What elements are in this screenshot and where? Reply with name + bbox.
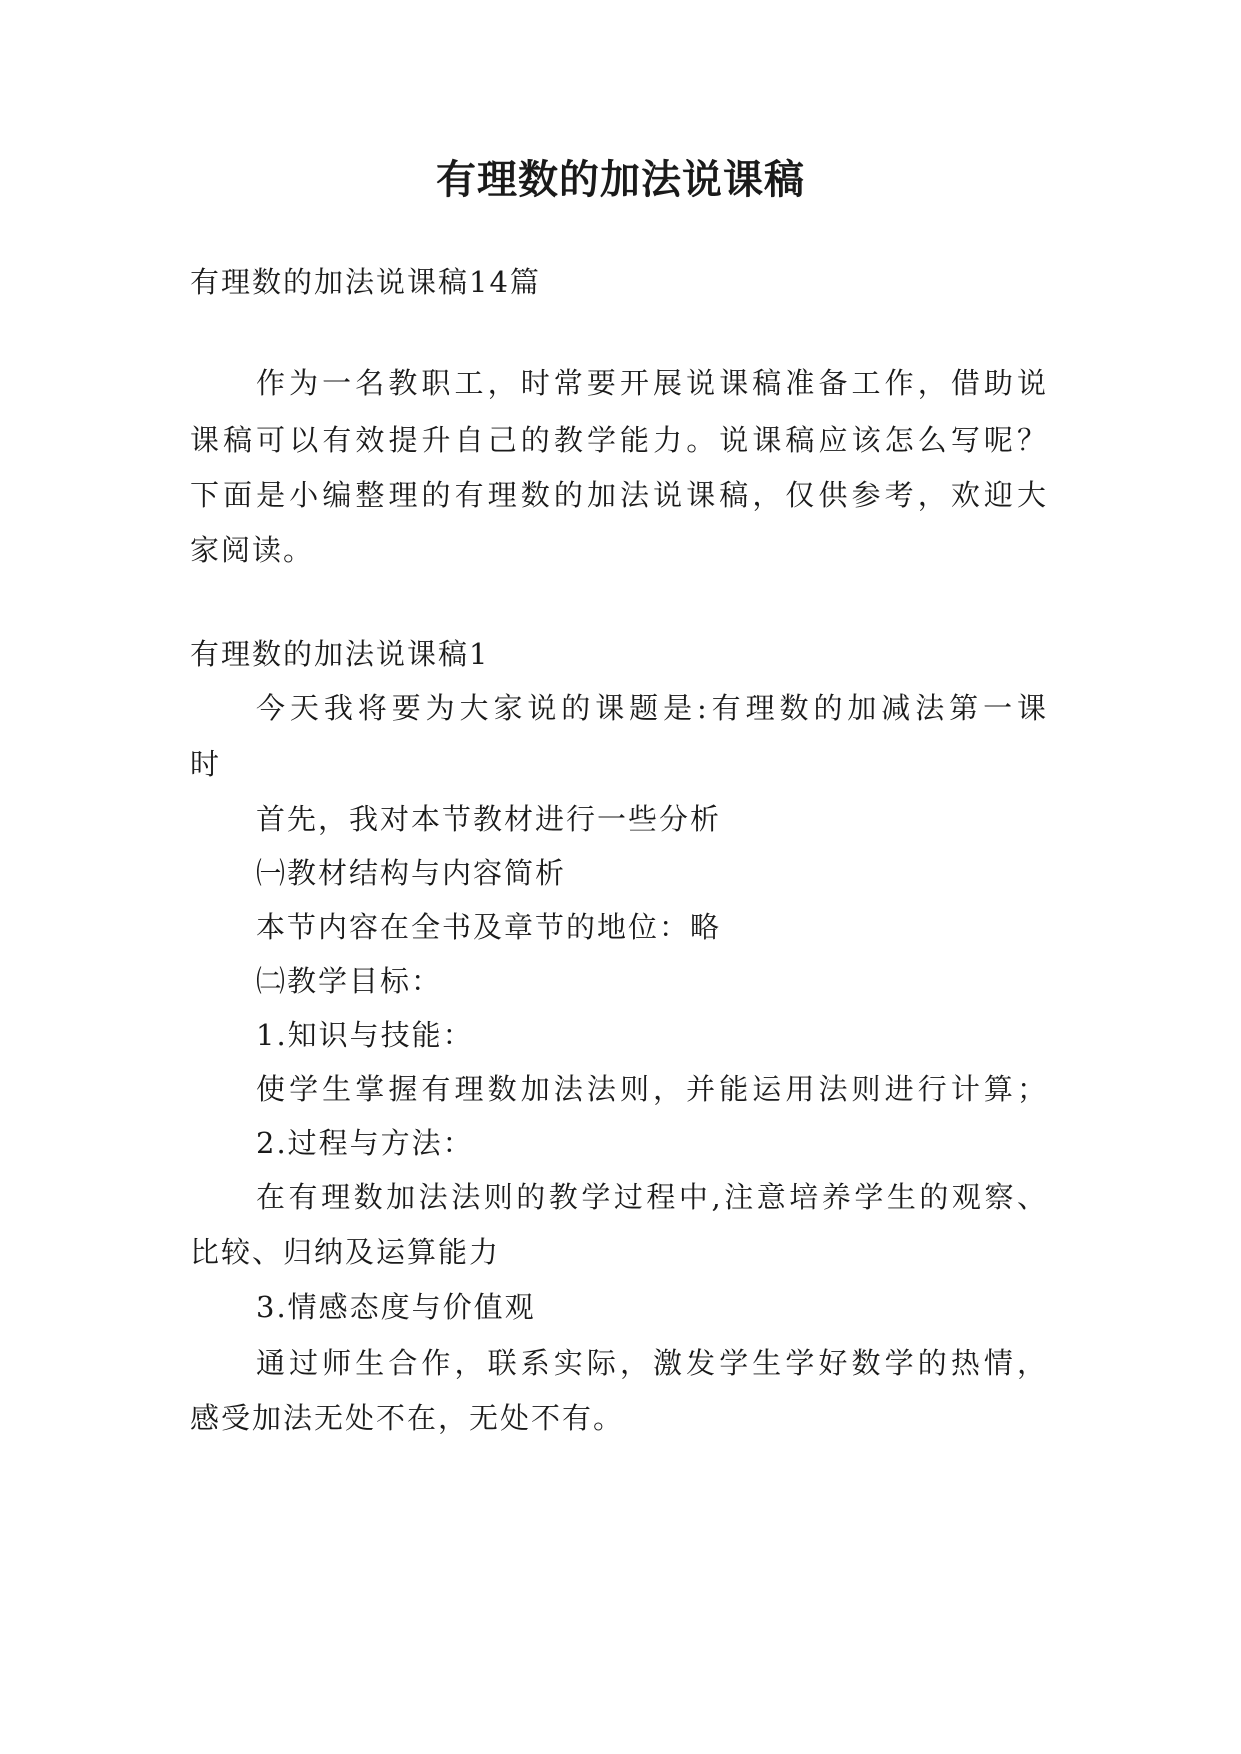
body-line: 2.过程与方法： <box>256 1126 474 1160</box>
body-line: 在有理数加法法则的教学过程中,注意培养学生的观察、 <box>256 1180 1046 1214</box>
body-line: 通过师生合作，联系实际，激发学生学好数学的热情， <box>256 1346 1046 1380</box>
body-line: ㈡教学目标： <box>256 964 443 998</box>
body-line: 本节内容在全书及章节的地位：略 <box>256 910 722 944</box>
document-subtitle: 有理数的加法说课稿14篇 <box>190 265 541 299</box>
intro-line: 课稿可以有效提升自己的教学能力。说课稿应该怎么写呢？ <box>190 423 1046 457</box>
intro-line: 家阅读。 <box>190 533 315 567</box>
document-title: 有理数的加法说课稿 <box>436 157 805 203</box>
body-line: 1.知识与技能： <box>256 1018 474 1052</box>
body-line: 感受加法无处不在，无处不有。 <box>190 1401 625 1435</box>
body-line: 3.情感态度与价值观 <box>256 1290 536 1324</box>
body-line: 比较、归纳及运算能力 <box>190 1235 501 1269</box>
body-line: ㈠教材结构与内容简析 <box>256 856 567 890</box>
intro-line: 作为一名教职工，时常要开展说课稿准备工作，借助说 <box>256 366 1046 400</box>
body-line: 使学生掌握有理数加法法则，并能运用法则进行计算； <box>256 1072 1046 1106</box>
body-line: 今天我将要为大家说的课题是:有理数的加减法第一课 <box>256 691 1046 725</box>
intro-line: 下面是小编整理的有理数的加法说课稿，仅供参考，欢迎大 <box>190 478 1046 512</box>
body-line: 时 <box>190 747 222 781</box>
section-heading: 有理数的加法说课稿1 <box>190 637 490 671</box>
body-line: 首先，我对本节教材进行一些分析 <box>256 802 722 836</box>
